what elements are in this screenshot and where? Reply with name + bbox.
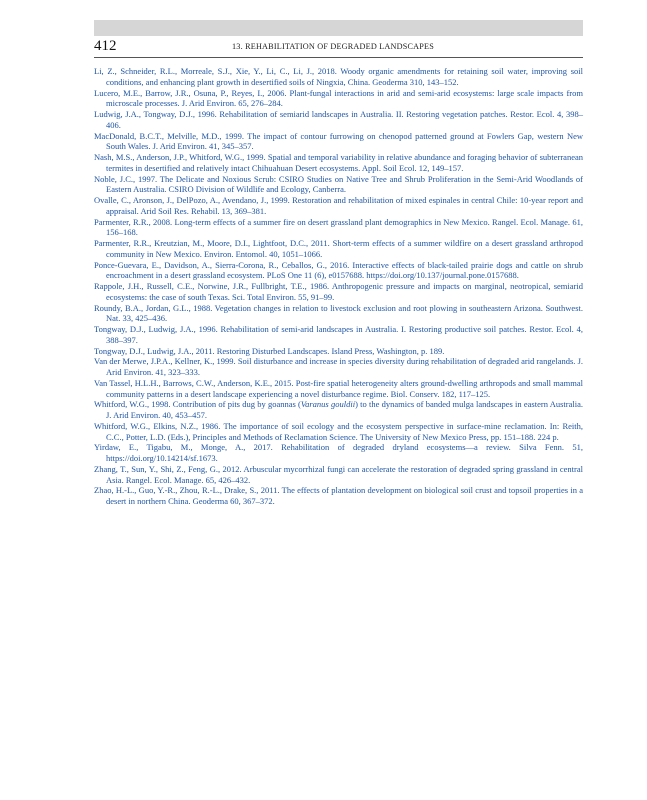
reference-item: Zhang, T., Sun, Y., Shi, Z., Feng, G., 2012. Arbuscular mycorrhizal fungi can accelerate the restoration of degraded spring grassland in central Asia. Rangel. Ecol. Manage. 65, 426–432. [94,463,583,485]
reference-item: Parmenter, R.R., 2008. Long-term effects of a summer fire on desert grassland plant demographics in New Mexico. Rangel. Ecol. Manage. 61, 156–168. [94,216,583,238]
reference-item: Ovalle, C., Aronson, J., DelPozo, A., Avendano, J., 1999. Restoration and rehabilitation of mixed espinales in central Chile: 10-year report and appraisal. Arid Soil Res. Rehabil. 13, 369–381. [94,195,583,216]
reference-item: Rappole, J.H., Russell, C.E., Norwine, J.R., Fullbright, T.E., 1986. Anthropogenic pressure and impacts on marginal, neotropical, semiarid ecosystems: the case of south Texas. Sci. Total Environ. 55, 91–99. [94,281,583,302]
reference-item: Parmenter, R.R., Kreutzian, M., Moore, D.I., Lightfoot, D.C., 2011. Short-term effects of a summer wildfire on a desert grassland arthropod community in New Mexico. Environ. Entomol. 40, 1051–1066. [94,238,583,259]
reference-text: ) to the dynamics of banded mulga landscapes in eastern Australia. J. Arid Environ. 40, 453–457. [106,399,583,420]
reference-item: Yirdaw, E., Tigabu, M., Monge, A., 2017. Rehabilitation of degraded dryland ecosystems—a review. Silva Fenn. 51, https://doi.org/10.14214/sf.1673. [94,442,583,463]
reference-item: Tongway, D.J., Ludwig, J.A., 2011. Restoring Disturbed Landscapes. Island Press, Washington, p. 189. [94,345,445,356]
reference-item: Ludwig, J.A., Tongway, D.J., 1996. Rehabilitation of semiarid landscapes in Australia. II. Restoring vegetation patches. Restor. Ecol. 4, 398–406. [94,109,583,130]
reference-item: Lucero, M.E., Barrow, J.R., Osuna, P., Reyes, I., 2006. Plant-fungal interactions in arid and semi-arid ecosystems: large scale impacts from microscale processes. J. Arid Environ. 65, 276–284. [94,87,583,109]
reference-item: Roundy, B.A., Jordan, G.L., 1988. Vegetation changes in relation to livestock exclusion and root plowing in southeastern Arizona. Southwest. Nat. 33, 425–436. [94,302,583,324]
reference-item: Ponce-Guevara, E., Davidson, A., Sierra-Corona, R., Ceballos, G., 2016. Interactive effects of black-tailed prairie dogs and cattle on shrub encroachment in a desert grassland ecosystem. PLoS One 11 (6), e0157688. https://doi.org/10.137/journal.pone.0157688. [94,259,583,281]
reference-item: Nash, M.S., Anderson, J.P., Whitford, W.G., 1999. Spatial and temporal variability in relative abundance and foraging behavior of subterranean termites in desertified and relatively intact Chihuahuan Desert ecosystems. Appl. Soil Ecol. 12, 149–157. [94,152,583,173]
reference-item: Noble, J.C., 1997. The Delicate and Noxious Scrub: CSIRO Studies on Native Tree and Shrub Proliferation in the Semi-Arid Woodlands of Eastern Australia. CSIRO Division of Wildlife and Ecology, Canberra. [94,173,583,195]
reference-text: Whitford, W.G., 1998. Contribution of pits dug by goannas ( [94,399,301,410]
reference-item: Van der Merwe, J.P.A., Kellner, K., 1999. Soil disturbance and increase in species diversity during rehabilitation of degraded arid rangelands. J. Arid Environ. 41, 323–333. [94,356,583,377]
reference-item: Tongway, D.J., Ludwig, J.A., 1996. Rehabilitation of semi-arid landscapes in Australia. I. Restoring productive soil patches. Restor. Ecol. 4, 388–397. [94,324,583,345]
reference-list [94,66,583,507]
header-bar [94,20,583,36]
reference-item: Zhao, H.-L., Guo, Y.-R., Zhou, R.-L., Drake, S., 2011. The effects of plantation development on biological soil crust and topsoil properties in a desert in northern China. Geoderma 60, 367–372. [94,485,583,506]
reference-item: Van Tassel, H.L.H., Barrows, C.W., Anderson, K.E., 2015. Post-fire spatial heterogeneity alters ground-dwelling arthropods and small mammal community patterns in a desert landscape experiencing a novel disturbance regime. Biol. Conserv. 182, 117–125. [94,377,583,399]
running-head: 13. REHABILITATION OF DEGRADED LANDSCAPES [232,42,434,51]
reference-item [94,399,583,421]
reference-item: MacDonald, B.C.T., Melville, M.D., 1999. The impact of contour furrowing on chenopod patterned ground at Fowlers Gap, western New South Wales. J. Arid Environ. 41, 345–357. [94,130,583,152]
species-name-italic: Varanus gouldii [300,399,356,410]
header-rule [94,57,583,58]
reference-item: Li, Z., Schneider, R.L., Morreale, S.J., Xie, Y., Li, C., Li, J., 2018. Woody organic amendments for retaining soil water, improving soil conditions, and enhancing plant growth in desertified soils of Ningxia, China. Geoderma 310, 143–152. [94,66,583,87]
reference-item: Whitford, W.G., Elkins, N.Z., 1986. The importance of soil ecology and the ecosystem perspective in surface-mine reclamation. In: Reith, C.C., Potter, L.D. (Eds.), Principles and Methods of Reclamation Science. The University of New Mexico Press, pp. 151–188. 224 p. [94,420,583,442]
page-number: 412 [94,38,117,54]
